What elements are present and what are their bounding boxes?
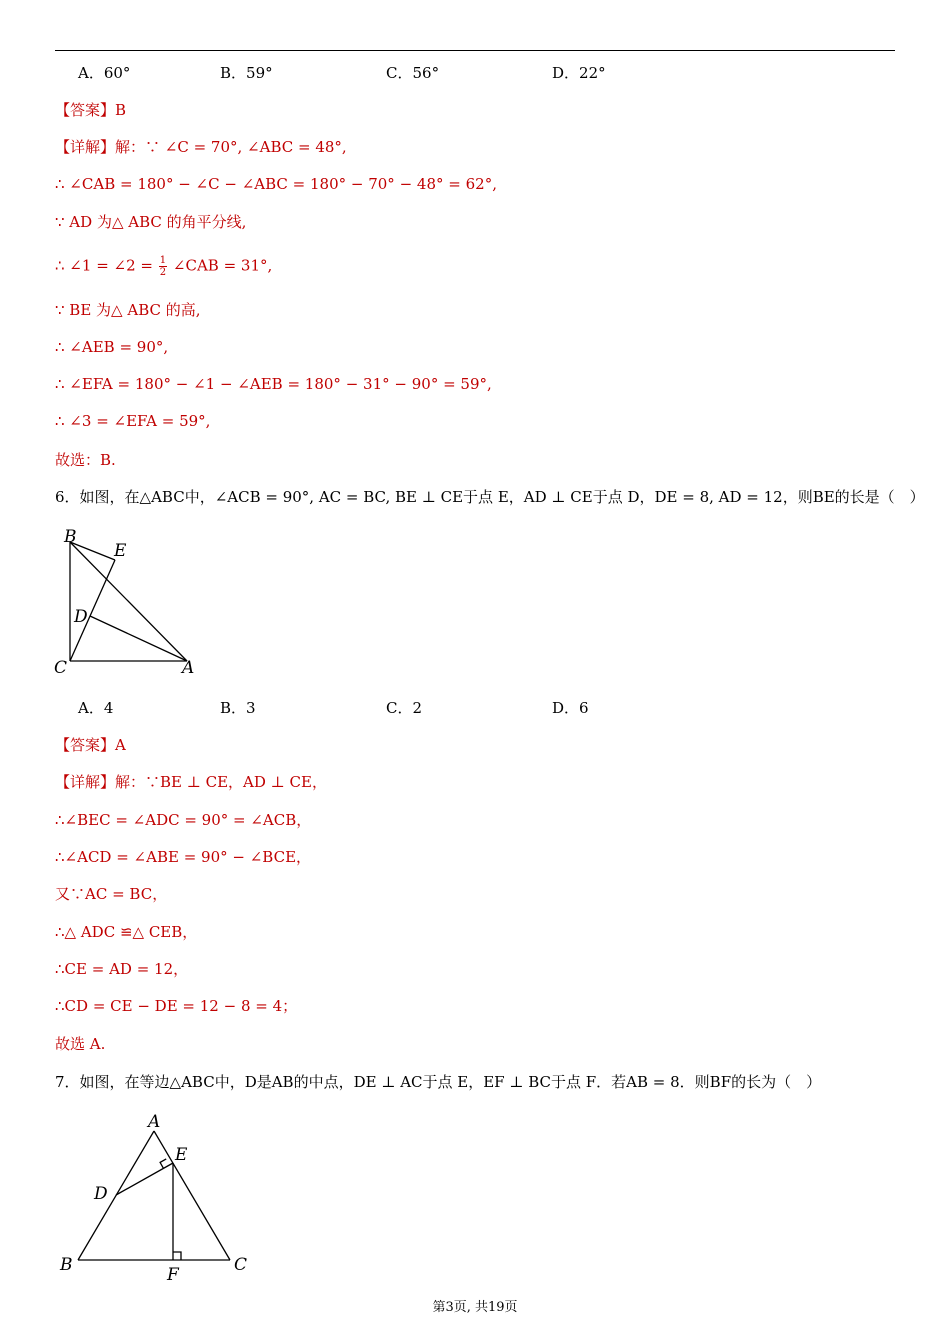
edge-de: [116, 1163, 173, 1195]
right-angle-mark-f: [173, 1252, 181, 1260]
q5-step: ∵ AD 为△ ABC 的角平分线,: [55, 213, 247, 231]
q5-step-part: ∴ ∠1 = ∠2 =: [55, 256, 153, 275]
q6-answer: 【答案】A: [55, 736, 126, 754]
q5-step: ∴ ∠EFA = 180° − ∠1 − ∠AEB = 180° − 31° − 90° = 59°,: [55, 375, 492, 393]
q6-step: ∴CD = CE − DE = 12 − 8 = 4；: [55, 997, 298, 1015]
edge-ba: [70, 542, 187, 661]
edge-ab: [78, 1131, 154, 1260]
q5-step-part: ∠CAB = 31°,: [172, 256, 273, 275]
fraction-denominator: 2: [159, 267, 167, 278]
label-d: D: [74, 607, 88, 627]
half-fraction: [159, 255, 167, 278]
q5-detail-label: 【详解】: [55, 138, 116, 156]
label-e: E: [114, 541, 127, 561]
q6-step: ∴△ ADC ≌△ CEB，: [55, 923, 198, 941]
edge-ac: [154, 1131, 230, 1260]
q5-option-d: D．22°: [552, 64, 606, 82]
q7-figure: [50, 1105, 260, 1285]
q6-conclusion: 故选 A.: [55, 1035, 106, 1053]
label-a: A: [148, 1112, 161, 1132]
q5-detail-line: [55, 137, 347, 157]
label-c: C: [54, 658, 68, 678]
q5-option-a: A．60°: [78, 64, 131, 82]
q5-detail-text: 解：∵ ∠C = 70°, ∠ABC = 48°,: [115, 138, 347, 156]
label-b: B: [60, 1255, 73, 1275]
q5-conclusion: 故选：B.: [55, 451, 116, 469]
q6-detail-text: 解：∵BE ⊥ CE，AD ⊥ CE，: [115, 773, 327, 791]
q6-step: ∴∠BEC = ∠ADC = 90° = ∠ACB，: [55, 811, 312, 829]
q5-step: ∵ BE 为△ ABC 的高,: [55, 301, 201, 319]
q6-step: 又∵AC = BC，: [55, 885, 168, 903]
q5-step-fraction: [55, 255, 272, 278]
q6-option-a: A．4: [78, 699, 114, 717]
q5-step: ∴ ∠AEB = 90°,: [55, 338, 169, 356]
q5-option-c: C．56°: [386, 64, 440, 82]
label-e: E: [175, 1145, 188, 1165]
q6-step: ∴CE = AD = 12，: [55, 960, 189, 978]
label-d: D: [94, 1184, 108, 1204]
edge-be: [70, 542, 115, 560]
label-f: F: [167, 1265, 179, 1285]
q6-detail-label: 【详解】: [55, 773, 116, 791]
q6-detail-line: [55, 772, 327, 792]
q6-figure: [50, 525, 210, 680]
q5-option-b: B．59°: [220, 64, 273, 82]
q7-question: 7．如图，在等边△ABC中，D是AB的中点，DE ⊥ AC于点 E，EF ⊥ BC于点 F．若AB = 8．则BF的长为（ ）: [55, 1073, 822, 1091]
page-footer: 第3页, 共19页: [432, 1300, 518, 1315]
label-c: C: [234, 1255, 248, 1275]
fraction-numerator: 1: [159, 255, 167, 266]
top-rule: [55, 50, 895, 51]
q6-question: 6．如图，在△ABC中，∠ACB = 90°, AC = BC, BE ⊥ CE于点 E，AD ⊥ CE于点 D，DE = 8, AD = 12，则BE的长是（ ）: [55, 488, 925, 506]
q5-step: ∴ ∠3 = ∠EFA = 59°,: [55, 412, 211, 430]
q6-option-c: C．2: [386, 699, 423, 717]
q6-option-d: D．6: [552, 699, 589, 717]
q5-step: ∴ ∠CAB = 180° − ∠C − ∠ABC = 180° − 70° − 48° = 62°,: [55, 175, 497, 193]
edge-ad: [90, 616, 187, 661]
q6-step: ∴∠ACD = ∠ABE = 90° − ∠BCE，: [55, 848, 312, 866]
q6-option-b: B．3: [220, 699, 256, 717]
label-a: A: [182, 658, 195, 678]
q5-answer: 【答案】B: [55, 101, 127, 119]
label-b: B: [64, 527, 77, 547]
